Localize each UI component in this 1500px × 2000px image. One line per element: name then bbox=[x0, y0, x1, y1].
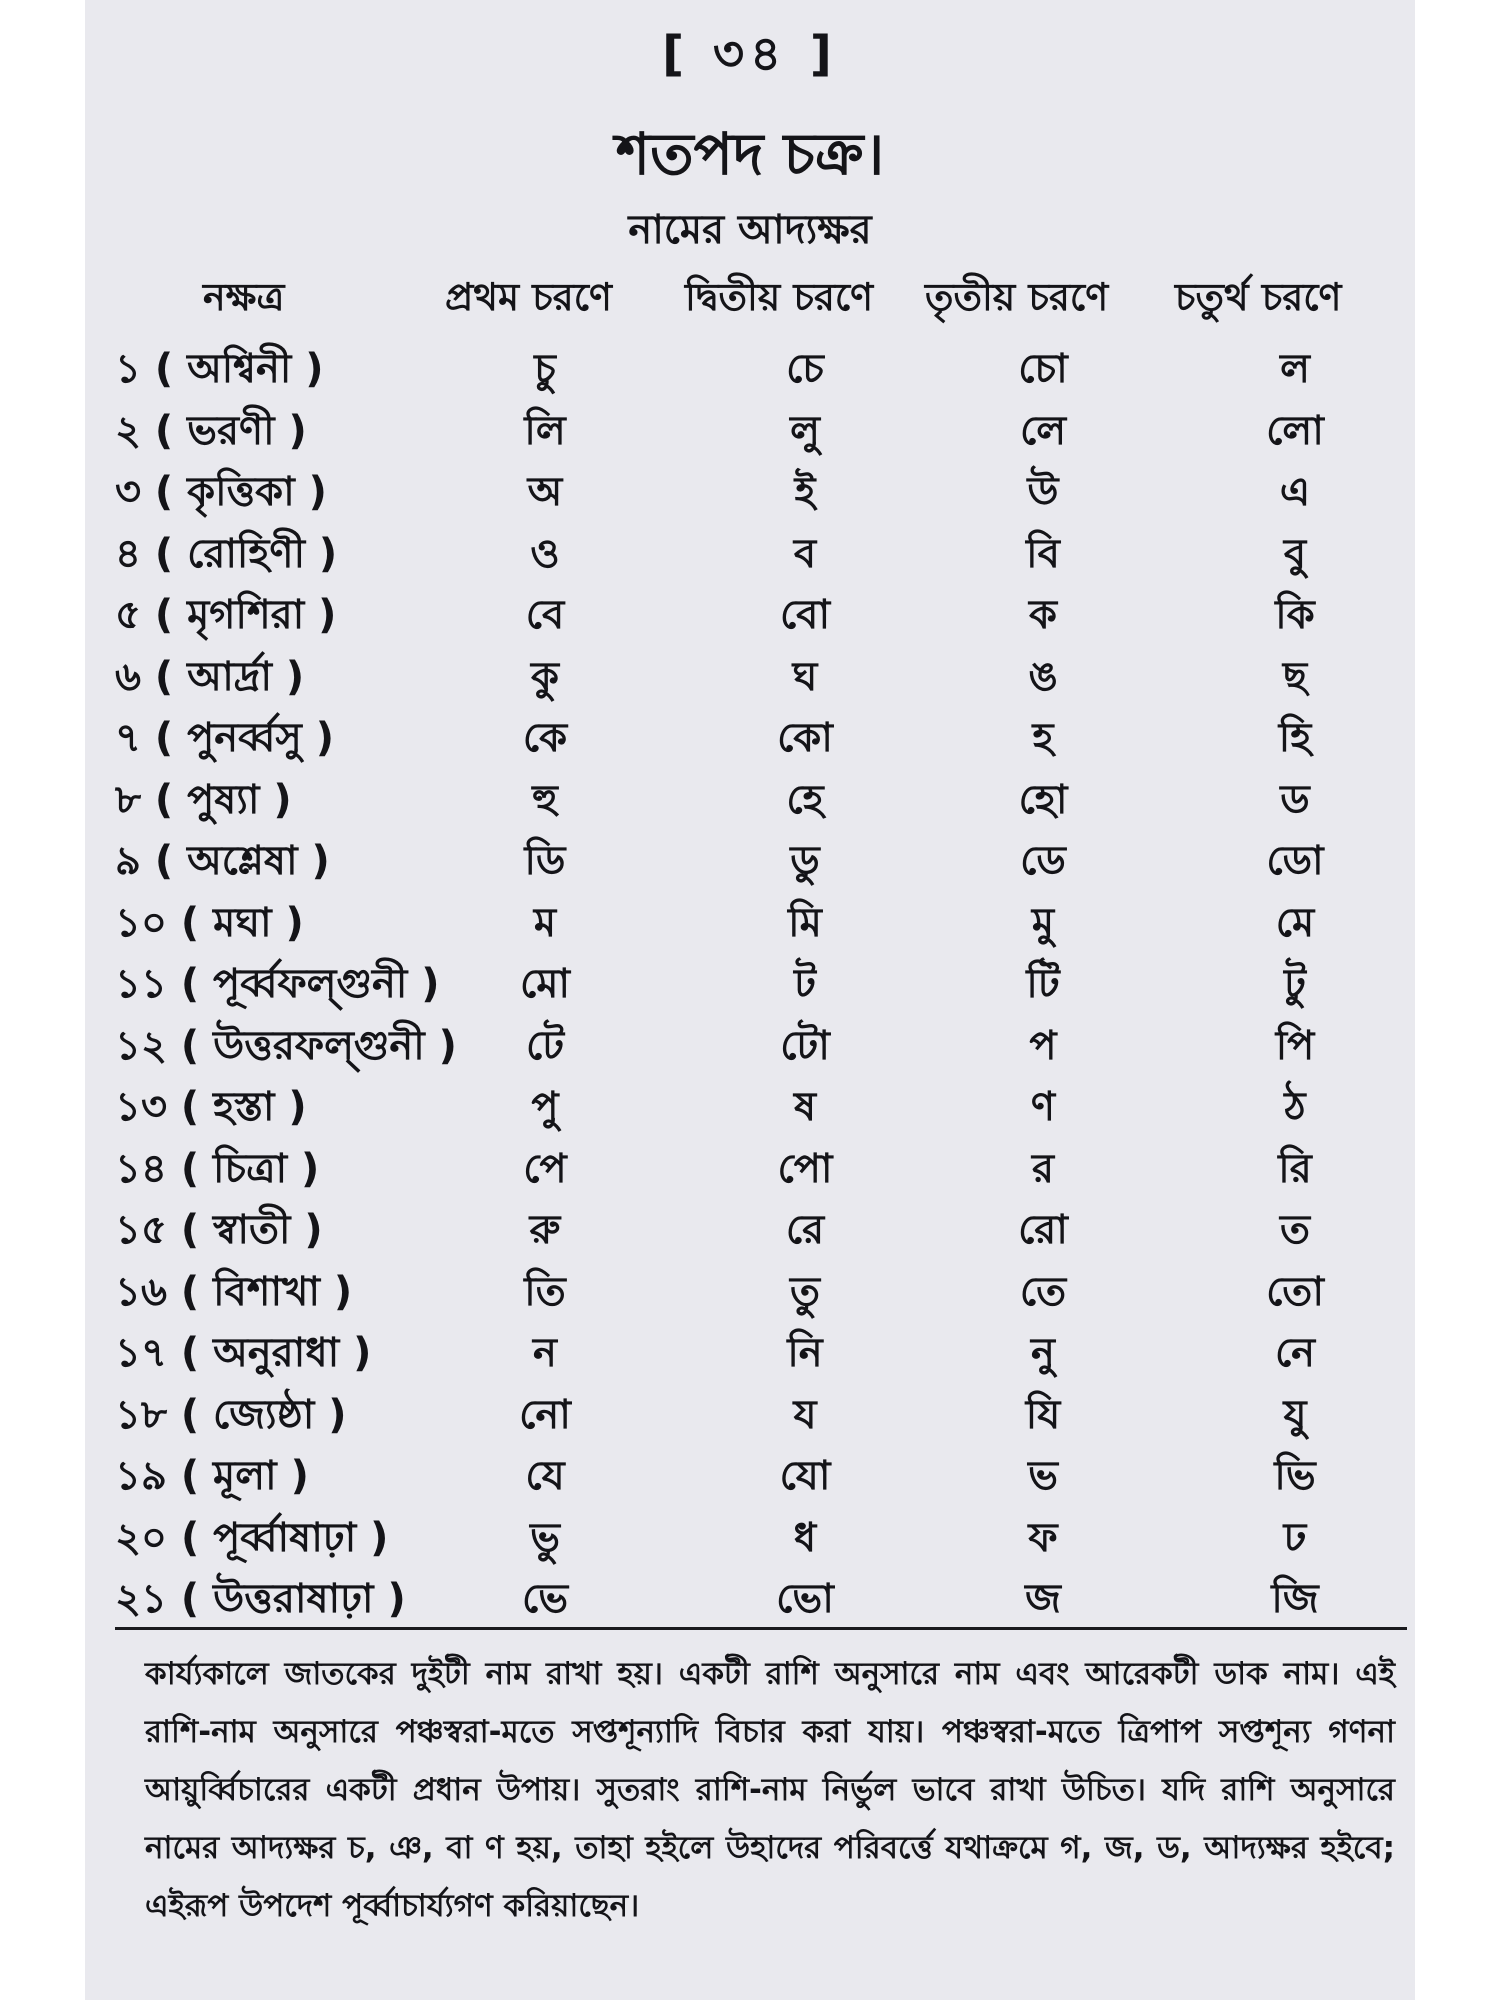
first-quarter-letter: তি bbox=[524, 1268, 566, 1315]
table-row bbox=[85, 894, 1415, 956]
table-row bbox=[85, 1078, 1415, 1140]
first-quarter-letter: মো bbox=[519, 961, 571, 1007]
fourth-quarter-letter: মে bbox=[1275, 899, 1315, 946]
third-quarter-letter: র bbox=[1031, 1145, 1054, 1192]
first-quarter-letter: ন bbox=[533, 1330, 557, 1376]
nakshatra-name: ৩ ( কৃত্তিকা ) bbox=[115, 469, 327, 515]
third-quarter-letter: উ bbox=[1027, 469, 1059, 515]
nakshatra-name: ১০ ( মঘা ) bbox=[115, 899, 304, 946]
nakshatra-name: ৬ ( আর্দ্রা ) bbox=[115, 653, 305, 700]
header-second-quarter: দ্বিতীয় চরণে bbox=[685, 275, 874, 319]
fourth-quarter-letter: ঠ bbox=[1284, 1084, 1306, 1130]
first-quarter-letter: বে bbox=[525, 592, 565, 638]
third-quarter-letter: ণ bbox=[1030, 1084, 1056, 1130]
third-quarter-letter: রো bbox=[1018, 1207, 1068, 1253]
fourth-quarter-letter: ডো bbox=[1266, 838, 1324, 884]
nakshatra-name: ১৮ ( জ্যেষ্ঠা ) bbox=[115, 1391, 347, 1438]
third-quarter-letter: ঙ bbox=[1028, 653, 1058, 700]
first-quarter-letter: রু bbox=[529, 1207, 561, 1253]
second-quarter-letter: মি bbox=[788, 899, 822, 946]
first-quarter-letter: পে bbox=[523, 1145, 567, 1192]
header-first-quarter: প্রথম চরণে bbox=[445, 275, 612, 319]
table-row bbox=[85, 340, 1415, 402]
fourth-quarter-letter: পি bbox=[1275, 1022, 1315, 1069]
table-row bbox=[85, 648, 1415, 710]
third-quarter-letter: হো bbox=[1018, 776, 1068, 823]
header-nakshatra: নক্ষত্র bbox=[203, 275, 285, 319]
nakshatra-name: ১৩ ( হস্তা ) bbox=[115, 1084, 307, 1130]
second-quarter-letter: হে bbox=[786, 776, 824, 823]
second-quarter-letter: ট bbox=[794, 961, 816, 1007]
book-page bbox=[85, 0, 1415, 2000]
second-quarter-letter: পো bbox=[777, 1145, 833, 1192]
third-quarter-letter: মু bbox=[1031, 899, 1055, 946]
third-quarter-letter: ডে bbox=[1020, 838, 1066, 884]
table-row bbox=[85, 709, 1415, 771]
fourth-quarter-letter: ত bbox=[1279, 1207, 1310, 1253]
first-quarter-letter: ভু bbox=[530, 1514, 560, 1561]
nakshatra-name: ২১ ( উত্তরাষাঢ়া ) bbox=[115, 1576, 406, 1622]
header-third-quarter: তৃতীয় চরণে bbox=[925, 275, 1109, 319]
fourth-quarter-letter: ভি bbox=[1274, 1453, 1316, 1499]
first-quarter-letter: পু bbox=[531, 1084, 559, 1130]
third-quarter-letter: লে bbox=[1019, 407, 1067, 454]
first-quarter-letter: নো bbox=[519, 1391, 571, 1438]
first-quarter-letter: কু bbox=[531, 653, 559, 700]
second-quarter-letter: য bbox=[793, 1391, 817, 1438]
nakshatra-name: ৮ ( পুষ্যা ) bbox=[115, 776, 292, 823]
second-quarter-letter: ঘ bbox=[792, 653, 818, 700]
third-quarter-letter: চো bbox=[1018, 346, 1068, 392]
fourth-quarter-letter: টু bbox=[1284, 961, 1306, 1007]
nakshatra-name: ৭ ( পুনর্ব্বসু ) bbox=[115, 715, 335, 761]
page-title: শতপদ চক্র। bbox=[615, 120, 885, 188]
fourth-quarter-letter: জি bbox=[1271, 1576, 1319, 1622]
second-quarter-letter: ই bbox=[794, 469, 816, 515]
second-quarter-letter: ডু bbox=[790, 838, 820, 884]
fourth-quarter-letter: হি bbox=[1278, 715, 1312, 761]
fourth-quarter-letter: ছ bbox=[1282, 653, 1308, 700]
nakshatra-name: ১৬ ( বিশাখা ) bbox=[115, 1268, 353, 1315]
second-quarter-letter: নি bbox=[787, 1330, 823, 1376]
fourth-quarter-letter: ঢ bbox=[1283, 1514, 1307, 1561]
nakshatra-name: ১৯ ( মূলা ) bbox=[115, 1453, 309, 1499]
page-subtitle: নামের আদ্যক্ষর bbox=[628, 207, 872, 253]
table-row bbox=[85, 1140, 1415, 1202]
fourth-quarter-letter: ল bbox=[1280, 346, 1310, 392]
first-quarter-letter: কে bbox=[522, 715, 568, 761]
second-quarter-letter: চে bbox=[786, 346, 824, 392]
first-quarter-letter: হু bbox=[532, 776, 558, 823]
third-quarter-letter: টি bbox=[1026, 961, 1060, 1007]
third-quarter-letter: ক bbox=[1029, 592, 1057, 638]
fourth-quarter-letter: এ bbox=[1279, 469, 1311, 515]
second-quarter-letter: টো bbox=[780, 1022, 830, 1069]
third-quarter-letter: প bbox=[1029, 1022, 1057, 1069]
nakshatra-name: ২ ( ভরণী ) bbox=[115, 407, 307, 454]
second-quarter-letter: ভো bbox=[776, 1576, 834, 1622]
table-row bbox=[85, 1447, 1415, 1509]
third-quarter-letter: ভ bbox=[1028, 1453, 1058, 1499]
nakshatra-name: ২০ ( পূর্ব্বাষাঢ়া ) bbox=[115, 1514, 389, 1561]
table-row bbox=[85, 1509, 1415, 1571]
table-row bbox=[85, 832, 1415, 894]
third-quarter-letter: ফ bbox=[1028, 1514, 1058, 1561]
table-row bbox=[85, 771, 1415, 833]
nakshatra-name: ১ ( অশ্বিনী ) bbox=[115, 346, 324, 392]
second-quarter-letter: বো bbox=[779, 592, 831, 638]
table-row bbox=[85, 1386, 1415, 1448]
second-quarter-letter: তু bbox=[789, 1268, 820, 1315]
nakshatra-name: ৯ ( অশ্লেষা ) bbox=[115, 838, 330, 884]
fourth-quarter-letter: ড bbox=[1280, 776, 1310, 823]
fourth-quarter-letter: যু bbox=[1283, 1391, 1307, 1438]
second-quarter-letter: যো bbox=[779, 1453, 831, 1499]
nakshatra-name: ১৭ ( অনুরাধা ) bbox=[115, 1330, 372, 1376]
fourth-quarter-letter: নে bbox=[1274, 1330, 1316, 1376]
first-quarter-letter: চু bbox=[534, 346, 556, 392]
fourth-quarter-letter: বু bbox=[1283, 530, 1307, 577]
table-header bbox=[85, 268, 1415, 328]
table-row bbox=[85, 525, 1415, 587]
third-quarter-letter: হ bbox=[1032, 715, 1054, 761]
second-quarter-letter: লু bbox=[790, 407, 820, 454]
table-row bbox=[85, 1324, 1415, 1386]
table-row bbox=[85, 463, 1415, 525]
third-quarter-letter: তে bbox=[1019, 1268, 1067, 1315]
first-quarter-letter: লি bbox=[524, 407, 566, 454]
second-quarter-letter: রে bbox=[785, 1207, 825, 1253]
fourth-quarter-letter: তো bbox=[1266, 1268, 1324, 1315]
nakshatra-name: ১৫ ( স্বাতী ) bbox=[115, 1207, 323, 1253]
first-quarter-letter: অ bbox=[527, 469, 563, 515]
nakshatra-name: ১৪ ( চিত্রা ) bbox=[115, 1145, 320, 1192]
second-quarter-letter: কো bbox=[777, 715, 833, 761]
table-row bbox=[85, 586, 1415, 648]
first-quarter-letter: ভে bbox=[521, 1576, 569, 1622]
first-quarter-letter: ও bbox=[530, 530, 560, 577]
nakshatra-table bbox=[85, 340, 1415, 1632]
second-quarter-letter: ষ bbox=[793, 1084, 817, 1130]
fourth-quarter-letter: কি bbox=[1275, 592, 1315, 638]
fourth-quarter-letter: রি bbox=[1278, 1145, 1312, 1192]
nakshatra-name: ৪ ( রোহিণী ) bbox=[115, 530, 338, 577]
nakshatra-name: ১২ ( উত্তরফল্গুনী ) bbox=[115, 1022, 457, 1069]
third-quarter-letter: নু bbox=[1031, 1330, 1055, 1376]
nakshatra-name: ১১ ( পূর্ব্বফল্গুনী ) bbox=[115, 961, 440, 1007]
table-row bbox=[85, 402, 1415, 464]
first-quarter-letter: টে bbox=[525, 1022, 565, 1069]
first-quarter-letter: ডি bbox=[524, 838, 566, 884]
nakshatra-name: ৫ ( মৃগশিরা ) bbox=[115, 592, 337, 638]
table-row bbox=[85, 1017, 1415, 1079]
third-quarter-letter: যি bbox=[1025, 1391, 1061, 1438]
second-quarter-letter: ধ bbox=[793, 1514, 817, 1561]
table-row bbox=[85, 1201, 1415, 1263]
second-quarter-letter: ব bbox=[793, 530, 817, 577]
divider bbox=[115, 1627, 1407, 1630]
table-row bbox=[85, 955, 1415, 1017]
fourth-quarter-letter: লো bbox=[1266, 407, 1324, 454]
first-quarter-letter: ম bbox=[533, 899, 557, 946]
footnote-paragraph: কার্য্যকালে জাতকের দুইটী নাম রাখা হয়। একটী রাশি অনুসারে নাম এবং আরেকটী ডাক নাম। এই রাশি-নাম অনুসারে পঞ্চস্বরা-মতে সপ্তশূন্যাদি বিচার করা যায়। পঞ্চস্বরা-মতে ত্রিপাপ সপ্তশূন্য গণনা আয়ুর্ব্বিচারের একটী প্রধান উপায়। সুতরাং রাশি-নাম নির্ভুল ভাবে রাখা উচিত। যদি রাশি অনুসারে নামের আদ্যক্ষর চ, ঞ, বা ণ হয়, তাহা হইলে উহাদের পরিবর্ত্তে যথাক্রমে গ, জ, ড, আদ্যক্ষর হইবে; এইরূপ উপদেশ পূর্ব্বাচার্য্যগণ করিয়াছেন। bbox=[145, 1656, 1395, 1924]
first-quarter-letter: যে bbox=[525, 1453, 565, 1499]
table-row bbox=[85, 1570, 1415, 1632]
third-quarter-letter: জ bbox=[1025, 1576, 1061, 1622]
header-fourth-quarter: চতুর্থ চরণে bbox=[1175, 275, 1342, 319]
third-quarter-letter: বি bbox=[1026, 530, 1060, 577]
table-row bbox=[85, 1263, 1415, 1325]
page-number: [ ৩৪ ] bbox=[662, 26, 838, 82]
